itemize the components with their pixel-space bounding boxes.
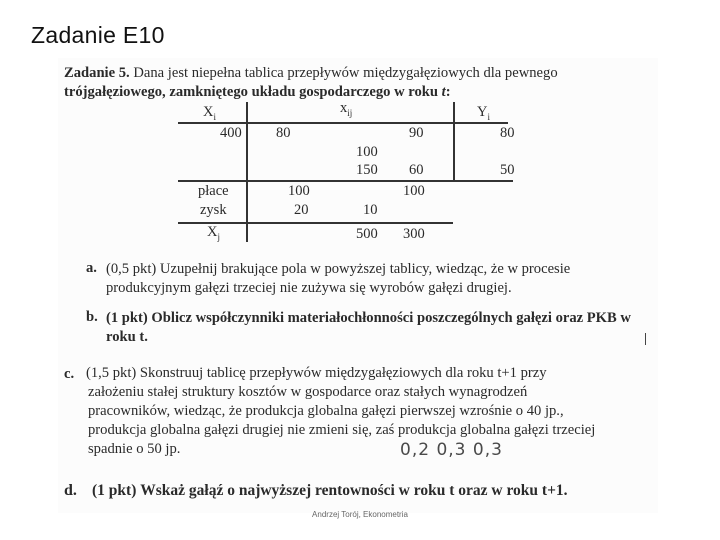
- table-rule: [393, 180, 453, 182]
- header-yi: $Y_i$: [477, 104, 490, 122]
- task-c-marker: c.: [64, 366, 75, 382]
- task-c-line-4: produkcja globalna gałęzi drugiej nie zmieni się, zaś produkcja globalna gałęzi trzeciej: [88, 422, 596, 438]
- cell-r1-c1: 80: [276, 125, 291, 141]
- handwritten-annotation: 0,2 0,3 0,3: [400, 440, 503, 460]
- footer-credit: Andrzej Torój, Ekonometria: [312, 510, 408, 519]
- intro-line-2: trójgałęziowego, zamkniętego układu gospodarczego w roku: [64, 84, 439, 100]
- task-b-line-1: (1 pkt) Oblicz współczynniki materiałochłonności poszczególnych gałęzi oraz PKB w: [106, 310, 631, 326]
- cell-place-c1: 100: [288, 183, 310, 199]
- cell-xj-c2: 500: [356, 226, 378, 242]
- task-c-line-2: założeniu stałej struktury kosztów w gospodarce oraz stałych wynagrodzeń: [88, 384, 528, 400]
- task-c-line-5: spadnie o 50 jp.: [88, 441, 181, 457]
- task-a-line-1: (0,5 pkt) Uzupełnij brakujące pola w powyższej tablicy, wiedząc, że w procesie: [106, 261, 571, 277]
- task-b-marker: b.: [86, 309, 98, 325]
- cell-xj-c3: 300: [403, 226, 425, 242]
- task-d-line-1: (1 pkt) Wskaż gałąź o najwyższej rentowności w roku t oraz w roku t+1.: [92, 482, 568, 499]
- intro-line-1: Dana jest niepełna tablica przepływów międzygałęziowych dla pewnego: [133, 65, 558, 81]
- task-c-line-1: (1,5 pkt) Skonstruuj tablicę przepływów międzygałęziowych dla roku t+1 przy: [86, 365, 547, 381]
- task-a-marker: a.: [86, 260, 97, 276]
- header-xij: $x_{ij}$: [340, 100, 353, 118]
- table-rule: [453, 102, 455, 180]
- table-rule: [246, 102, 248, 242]
- intro-year: t: [441, 84, 446, 100]
- cell-r1-c3: 90: [409, 125, 424, 141]
- margin-tick: [645, 333, 646, 345]
- table-rule: [178, 122, 508, 124]
- header-xi: $X_i$: [203, 104, 216, 122]
- intro-end: :: [445, 84, 451, 100]
- cell-place-c3: 100: [403, 183, 425, 199]
- cell-r3-c2: 150: [356, 162, 378, 178]
- task-d-marker: d.: [64, 482, 77, 499]
- cell-r2-c2: 100: [356, 144, 378, 160]
- problem-intro: [64, 64, 558, 83]
- cell-zysk-c2: 10: [363, 202, 378, 218]
- row-label-zysk: zysk: [200, 202, 227, 218]
- cell-zysk-c1: 20: [294, 202, 309, 218]
- problem-heading: Zadanie 5.: [64, 65, 130, 81]
- row-label-place: płace: [198, 183, 229, 199]
- slide-title: Zadanie E10: [31, 22, 165, 48]
- problem-intro-line-2: [64, 83, 451, 102]
- cell-r3-c3: 60: [409, 162, 424, 178]
- task-b-line-2: roku t.: [106, 329, 148, 345]
- scanned-problem-image: [58, 58, 658, 513]
- task-c-line-3: pracowników, wiedząc, że produkcja globalna gałęzi pierwszej wzrośnie o 40 jp.,: [88, 403, 564, 419]
- cell-r1-yi: 80: [500, 125, 515, 141]
- cell-r3-yi: 50: [500, 162, 515, 178]
- row-label-xj: $X_j$: [207, 224, 220, 242]
- task-a-line-2: produkcyjnym gałęzi trzeciej nie zużywa się wyrobów gałęzi drugiej.: [106, 280, 512, 296]
- flow-table: [178, 100, 515, 242]
- cell-r1-xi: 400: [220, 125, 242, 141]
- table-rule: [178, 180, 513, 182]
